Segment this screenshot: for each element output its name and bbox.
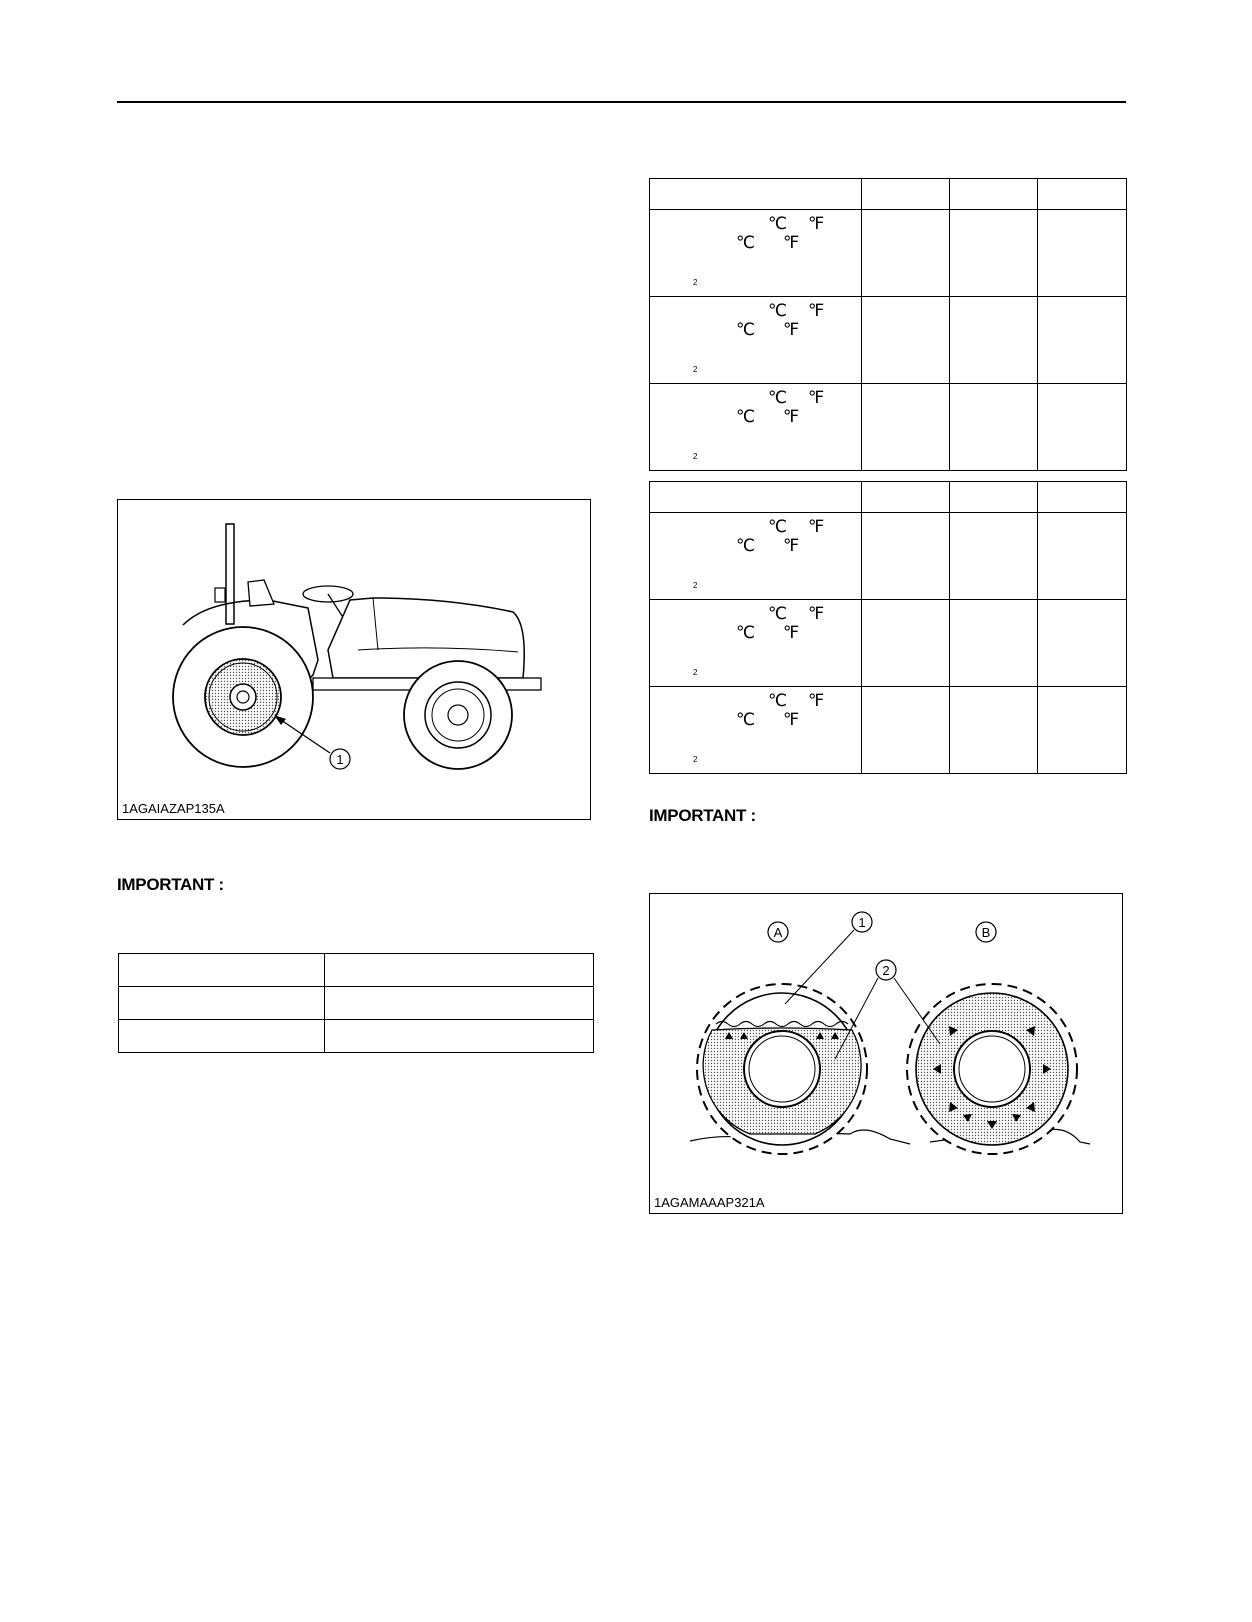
important-heading-right: IMPORTANT : bbox=[649, 806, 756, 825]
squared-superscript: 2 bbox=[693, 278, 698, 287]
tire-figure-caption: 1AGAMAAAP321A bbox=[654, 1195, 765, 1210]
table-header-row bbox=[650, 482, 1127, 513]
table-row bbox=[119, 1020, 594, 1053]
tire-figure bbox=[649, 893, 1123, 1214]
fahrenheit-unit: ℉ bbox=[808, 388, 825, 407]
tractor-illustration bbox=[118, 500, 590, 819]
important-heading-left: IMPORTANT : bbox=[117, 875, 224, 894]
fahrenheit-unit: ℉ bbox=[783, 233, 800, 252]
tire-label-b: B bbox=[981, 925, 991, 940]
fahrenheit-unit: ℉ bbox=[783, 623, 800, 642]
celsius-unit: ℃ bbox=[768, 214, 788, 233]
squared-superscript: 2 bbox=[693, 755, 698, 764]
table-row bbox=[119, 987, 594, 1020]
header-rule bbox=[117, 101, 1126, 103]
celsius-unit: ℃ bbox=[768, 517, 788, 536]
celsius-unit: ℃ bbox=[768, 604, 788, 623]
fahrenheit-unit: ℉ bbox=[808, 301, 825, 320]
fahrenheit-unit: ℉ bbox=[808, 691, 825, 710]
fahrenheit-unit: ℉ bbox=[783, 536, 800, 555]
table-row bbox=[119, 954, 594, 987]
celsius-unit: ℃ bbox=[736, 536, 756, 555]
celsius-unit: ℃ bbox=[736, 320, 756, 339]
table-row bbox=[650, 687, 1127, 774]
table-row bbox=[650, 384, 1127, 471]
squared-superscript: 2 bbox=[693, 365, 698, 374]
tractor-callout-1: 1 bbox=[336, 752, 344, 767]
celsius-unit: ℃ bbox=[736, 407, 756, 426]
table-row bbox=[650, 297, 1127, 384]
fahrenheit-unit: ℉ bbox=[783, 320, 800, 339]
tractor-figure bbox=[117, 499, 591, 820]
ballast-table-2 bbox=[649, 481, 1127, 774]
tire-b bbox=[907, 984, 1077, 1154]
celsius-unit: ℃ bbox=[768, 691, 788, 710]
fahrenheit-unit: ℉ bbox=[808, 604, 825, 623]
celsius-unit: ℃ bbox=[736, 710, 756, 729]
squared-superscript: 2 bbox=[693, 581, 698, 590]
table-row bbox=[650, 210, 1127, 297]
celsius-unit: ℃ bbox=[736, 623, 756, 642]
table-row bbox=[650, 513, 1127, 600]
celsius-unit: ℃ bbox=[768, 388, 788, 407]
tractor-figure-caption: 1AGAIAZAP135A bbox=[122, 801, 225, 816]
ballast-table-1 bbox=[649, 178, 1127, 471]
fahrenheit-unit: ℉ bbox=[808, 214, 825, 233]
tire-callout-1: 1 bbox=[858, 915, 866, 930]
tire-a bbox=[697, 984, 867, 1154]
fahrenheit-unit: ℉ bbox=[783, 407, 800, 426]
tire-illustration bbox=[650, 894, 1122, 1213]
table-row bbox=[650, 600, 1127, 687]
celsius-unit: ℃ bbox=[736, 233, 756, 252]
tire-label-a: A bbox=[773, 925, 783, 940]
fahrenheit-unit: ℉ bbox=[808, 517, 825, 536]
celsius-unit: ℃ bbox=[768, 301, 788, 320]
fahrenheit-unit: ℉ bbox=[783, 710, 800, 729]
small-table bbox=[118, 953, 594, 1053]
squared-superscript: 2 bbox=[693, 668, 698, 677]
squared-superscript: 2 bbox=[693, 452, 698, 461]
table-header-row bbox=[650, 179, 1127, 210]
tire-callout-2: 2 bbox=[882, 963, 890, 978]
